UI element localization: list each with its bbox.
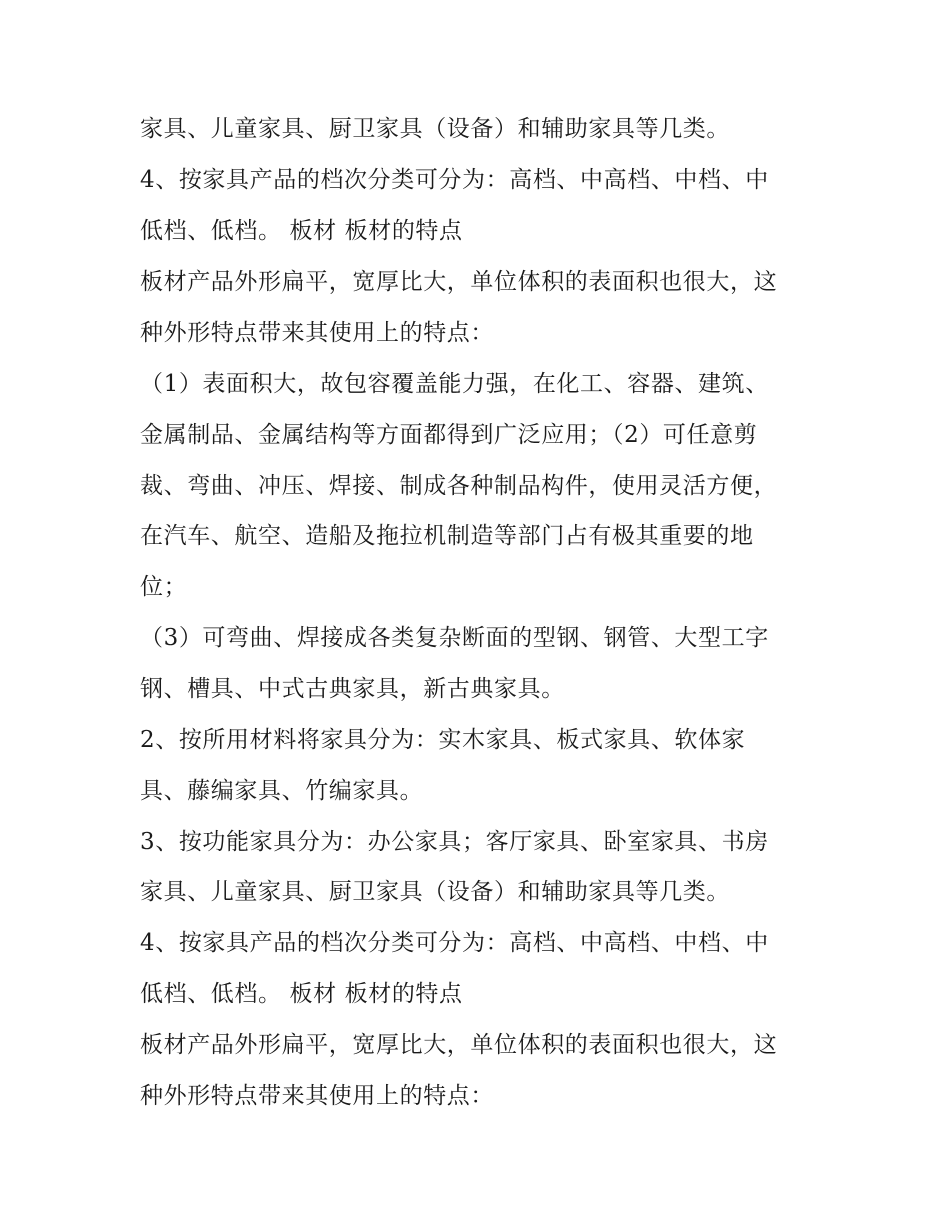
text-line: 2、按所用材料将家具分为：实木家具、板式家具、软体家: [140, 727, 746, 753]
text-line: （3）可弯曲、焊接成各类复杂断面的型钢、钢管、大型工字: [140, 625, 769, 651]
text-line: 板材产品外形扁平，宽厚比大，单位体积的表面积也很大，这: [140, 1032, 778, 1058]
text-line: 裁、弯曲、冲压、焊接、制成各种制品构件，使用灵活方便，: [140, 473, 778, 499]
text-line: 低档、低档。 板材 板材的特点: [140, 218, 463, 244]
text-line: 在汽车、航空、造船及拖拉机制造等部门占有极其重要的地: [140, 523, 754, 549]
text-line: 板材产品外形扁平，宽厚比大，单位体积的表面积也很大，这: [140, 269, 778, 295]
text-line: 种外形特点带来其使用上的特点：: [140, 1083, 494, 1109]
text-line: 钢、槽具、中式古典家具，新古典家具。: [140, 676, 565, 702]
text-line: 位；: [140, 574, 188, 600]
text-line: 4、按家具产品的档次分类可分为：高档、中高档、中档、中: [140, 930, 769, 956]
text-line: 金属制品、金属结构等方面都得到广泛应用；（2）可任意剪: [140, 422, 758, 448]
text-line: 具、藤编家具、竹编家具。: [140, 778, 424, 804]
text-line: 4、按家具产品的档次分类可分为：高档、中高档、中档、中: [140, 167, 769, 193]
text-line: 3、按功能家具分为：办公家具；客厅家具、卧室家具、书房: [140, 829, 769, 855]
text-line: （1）表面积大，故包容覆盖能力强，在化工、容器、建筑、: [140, 371, 769, 397]
text-line: 低档、低档。 板材 板材的特点: [140, 981, 463, 1007]
text-line: 种外形特点带来其使用上的特点：: [140, 320, 494, 346]
text-line: 家具、儿童家具、厨卫家具（设备）和辅助家具等几类。: [140, 116, 730, 142]
text-line: 家具、儿童家具、厨卫家具（设备）和辅助家具等几类。: [140, 879, 730, 905]
